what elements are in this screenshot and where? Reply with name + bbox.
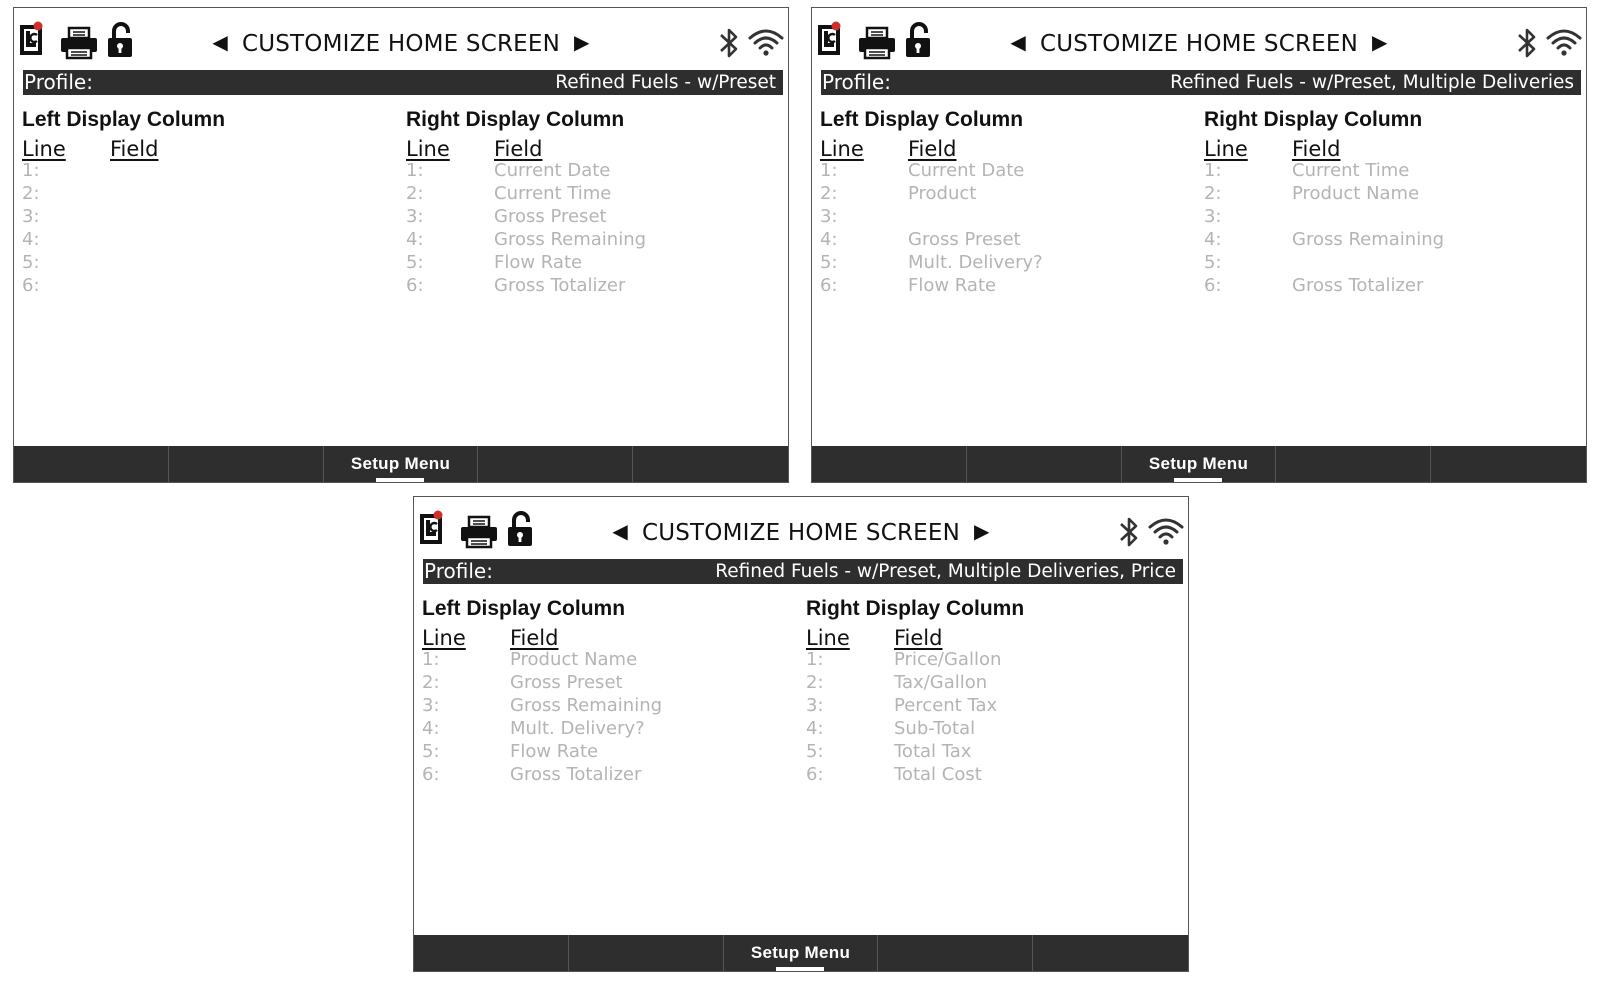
- arrow-left-icon[interactable]: ◀: [212, 30, 228, 54]
- softkey-indicator: [376, 478, 424, 482]
- profile-value[interactable]: Refined Fuels - w/Preset, Multiple Deliveries, Price: [715, 561, 1176, 582]
- field-value: Product Name: [1292, 183, 1420, 204]
- line-number: 1:: [406, 160, 424, 181]
- field-row[interactable]: [22, 275, 382, 298]
- setup-menu-softkey[interactable]: [1122, 446, 1277, 482]
- line-number: 3:: [806, 695, 824, 716]
- column-header: [406, 137, 766, 160]
- top-status-bar: [14, 8, 788, 70]
- field-row[interactable]: [1204, 160, 1564, 183]
- empty-softkey[interactable]: [878, 935, 1033, 971]
- field-row[interactable]: [806, 718, 1166, 741]
- line-number: 1:: [1204, 160, 1222, 181]
- profile-value[interactable]: Refined Fuels - w/Preset: [555, 72, 776, 93]
- field-row[interactable]: [422, 764, 782, 787]
- field-row[interactable]: [820, 183, 1180, 206]
- field-header: Field: [908, 137, 957, 161]
- empty-softkey[interactable]: [1033, 935, 1188, 971]
- field-row[interactable]: [1204, 183, 1564, 206]
- line-number: 5:: [22, 252, 40, 273]
- empty-softkey[interactable]: [14, 446, 169, 482]
- column-header: [422, 626, 782, 649]
- field-row[interactable]: [820, 252, 1180, 275]
- left-display-column: [22, 108, 382, 298]
- bluetooth-icon: [718, 26, 740, 60]
- field-value: Gross Remaining: [1292, 229, 1445, 250]
- field-row[interactable]: [820, 229, 1180, 252]
- field-row[interactable]: [806, 649, 1166, 672]
- field-value: Gross Remaining: [510, 695, 663, 716]
- arrow-left-icon[interactable]: ◀: [1010, 30, 1026, 54]
- line-number: 3:: [820, 206, 838, 227]
- line-number: 6:: [422, 764, 440, 785]
- arrow-right-icon[interactable]: ▶: [974, 519, 990, 543]
- field-row[interactable]: [1204, 206, 1564, 229]
- column-header: [1204, 137, 1564, 160]
- field-row[interactable]: [422, 718, 782, 741]
- line-number: 5:: [806, 741, 824, 762]
- field-row[interactable]: [22, 160, 382, 183]
- line-header: Line: [1204, 137, 1248, 161]
- screen-title: [14, 30, 788, 57]
- field-row[interactable]: [820, 160, 1180, 183]
- softkey-label: Setup Menu: [750, 943, 851, 962]
- field-value: Gross Preset: [908, 229, 1021, 250]
- line-header: Line: [406, 137, 450, 161]
- line-header: Line: [22, 137, 66, 161]
- empty-softkey[interactable]: [569, 935, 724, 971]
- empty-softkey[interactable]: [967, 446, 1122, 482]
- line-number: 2:: [406, 183, 424, 204]
- field-row[interactable]: [1204, 229, 1564, 252]
- field-row[interactable]: [422, 672, 782, 695]
- right-column-title: Right Display Column: [406, 108, 625, 131]
- field-value: Percent Tax: [894, 695, 998, 716]
- line-number: 3:: [422, 695, 440, 716]
- field-row[interactable]: [22, 229, 382, 252]
- softkey-label: Setup Menu: [1148, 454, 1249, 473]
- field-value: Flow Rate: [908, 275, 997, 296]
- softkey-indicator: [776, 967, 824, 971]
- left-display-column: [820, 108, 1180, 298]
- screen-title-text: CUSTOMIZE HOME SCREEN: [241, 31, 561, 57]
- screen-title: [812, 30, 1586, 57]
- field-row[interactable]: [406, 183, 766, 206]
- line-header: Line: [806, 626, 850, 650]
- right-display-column: [806, 597, 1166, 787]
- column-header: [820, 137, 1180, 160]
- field-value: Gross Totalizer: [494, 275, 626, 296]
- top-status-bar: [414, 497, 1188, 559]
- column-header: [22, 137, 382, 160]
- field-row[interactable]: [1204, 275, 1564, 298]
- right-column-title: Right Display Column: [806, 597, 1025, 620]
- line-number: 1:: [422, 649, 440, 670]
- field-row[interactable]: [406, 229, 766, 252]
- line-number: 6:: [406, 275, 424, 296]
- field-row[interactable]: [806, 695, 1166, 718]
- line-number: 6:: [806, 764, 824, 785]
- field-row[interactable]: [22, 252, 382, 275]
- field-row[interactable]: [820, 275, 1180, 298]
- field-row[interactable]: [422, 695, 782, 718]
- arrow-right-icon[interactable]: ▶: [1372, 30, 1388, 54]
- line-number: 3:: [1204, 206, 1222, 227]
- field-value: Total Cost: [894, 764, 982, 785]
- field-row[interactable]: [1204, 252, 1564, 275]
- left-column-title: Left Display Column: [22, 108, 226, 131]
- field-value: Current Date: [908, 160, 1025, 181]
- field-value: Product: [908, 183, 977, 204]
- field-row[interactable]: [406, 252, 766, 275]
- setup-menu-softkey[interactable]: [724, 935, 879, 971]
- line-number: 2:: [820, 183, 838, 204]
- field-value: Gross Preset: [510, 672, 623, 693]
- line-number: 1:: [820, 160, 838, 181]
- line-number: 5:: [820, 252, 838, 273]
- field-value: Tax/Gallon: [894, 672, 988, 693]
- field-value: Product Name: [510, 649, 638, 670]
- field-value: Gross Preset: [494, 206, 607, 227]
- column-header: [806, 626, 1166, 649]
- line-number: 5:: [422, 741, 440, 762]
- field-value: Gross Remaining: [494, 229, 647, 250]
- field-row[interactable]: [406, 160, 766, 183]
- field-value: Sub-Total: [894, 718, 976, 739]
- field-value: Total Tax: [894, 741, 972, 762]
- profile-value[interactable]: Refined Fuels - w/Preset, Multiple Deliveries: [1170, 72, 1574, 93]
- field-value: Current Time: [1292, 160, 1410, 181]
- empty-softkey[interactable]: [633, 446, 788, 482]
- field-value: Gross Totalizer: [510, 764, 642, 785]
- left-column-title: Left Display Column: [422, 597, 626, 620]
- right-display-column: [1204, 108, 1564, 298]
- softkey-indicator: [1174, 478, 1222, 482]
- line-number: 4:: [22, 229, 40, 250]
- line-number: 6:: [22, 275, 40, 296]
- field-row[interactable]: [806, 764, 1166, 787]
- customize-home-screen-panel: [811, 7, 1587, 483]
- line-number: 2:: [806, 672, 824, 693]
- profile-bar: [23, 70, 783, 95]
- line-number: 4:: [806, 718, 824, 739]
- right-column-title: Right Display Column: [1204, 108, 1423, 131]
- profile-label: Profile:: [822, 70, 891, 94]
- line-header: Line: [820, 137, 864, 161]
- empty-softkey[interactable]: [1276, 446, 1431, 482]
- wifi-icon: [1546, 28, 1582, 56]
- softkey-bar: [414, 935, 1188, 971]
- screen-title-text: CUSTOMIZE HOME SCREEN: [1039, 31, 1359, 57]
- field-row[interactable]: [406, 206, 766, 229]
- line-number: 5:: [406, 252, 424, 273]
- softkey-label: Setup Menu: [350, 454, 451, 473]
- empty-softkey[interactable]: [414, 935, 569, 971]
- bluetooth-icon: [1118, 515, 1140, 549]
- field-header: Field: [494, 137, 543, 161]
- field-row[interactable]: [22, 183, 382, 206]
- line-number: 2:: [1204, 183, 1222, 204]
- field-row[interactable]: [422, 649, 782, 672]
- setup-menu-softkey[interactable]: [324, 446, 479, 482]
- line-number: 4:: [422, 718, 440, 739]
- line-number: 1:: [806, 649, 824, 670]
- field-header: Field: [894, 626, 943, 650]
- customize-home-screen-panel: [13, 7, 789, 483]
- left-column-title: Left Display Column: [820, 108, 1024, 131]
- field-value: Current Date: [494, 160, 611, 181]
- profile-bar: [423, 559, 1183, 584]
- field-value: Mult. Delivery?: [908, 252, 1043, 273]
- line-number: 4:: [1204, 229, 1222, 250]
- screen-title: [414, 519, 1188, 546]
- field-row[interactable]: [820, 206, 1180, 229]
- field-value: Mult. Delivery?: [510, 718, 645, 739]
- field-row[interactable]: [422, 741, 782, 764]
- field-row[interactable]: [406, 275, 766, 298]
- line-number: 1:: [22, 160, 40, 181]
- empty-softkey[interactable]: [478, 446, 633, 482]
- wifi-icon: [1148, 517, 1184, 545]
- field-value: Price/Gallon: [894, 649, 1002, 670]
- field-value: Gross Totalizer: [1292, 275, 1424, 296]
- field-value: Current Time: [494, 183, 612, 204]
- line-number: 3:: [406, 206, 424, 227]
- arrow-right-icon[interactable]: ▶: [574, 30, 590, 54]
- field-header: Field: [110, 137, 159, 161]
- line-header: Line: [422, 626, 466, 650]
- arrow-left-icon[interactable]: ◀: [612, 519, 628, 543]
- field-row[interactable]: [806, 741, 1166, 764]
- empty-softkey[interactable]: [812, 446, 967, 482]
- line-number: 2:: [422, 672, 440, 693]
- bluetooth-icon: [1516, 26, 1538, 60]
- wifi-icon: [748, 28, 784, 56]
- line-number: 2:: [22, 183, 40, 204]
- field-row[interactable]: [22, 206, 382, 229]
- line-number: 4:: [820, 229, 838, 250]
- line-number: 5:: [1204, 252, 1222, 273]
- field-value: Flow Rate: [494, 252, 583, 273]
- field-header: Field: [510, 626, 559, 650]
- screen-title-text: CUSTOMIZE HOME SCREEN: [641, 520, 961, 546]
- field-row[interactable]: [806, 672, 1166, 695]
- customize-home-screen-panel: [413, 496, 1189, 972]
- profile-label: Profile:: [24, 70, 93, 94]
- field-value: Flow Rate: [510, 741, 599, 762]
- line-number: 3:: [22, 206, 40, 227]
- softkey-bar: [14, 446, 788, 482]
- empty-softkey[interactable]: [1431, 446, 1586, 482]
- line-number: 4:: [406, 229, 424, 250]
- profile-label: Profile:: [424, 559, 493, 583]
- empty-softkey[interactable]: [169, 446, 324, 482]
- right-display-column: [406, 108, 766, 298]
- softkey-bar: [812, 446, 1586, 482]
- profile-bar: [821, 70, 1581, 95]
- line-number: 6:: [1204, 275, 1222, 296]
- top-status-bar: [812, 8, 1586, 70]
- line-number: 6:: [820, 275, 838, 296]
- field-header: Field: [1292, 137, 1341, 161]
- left-display-column: [422, 597, 782, 787]
